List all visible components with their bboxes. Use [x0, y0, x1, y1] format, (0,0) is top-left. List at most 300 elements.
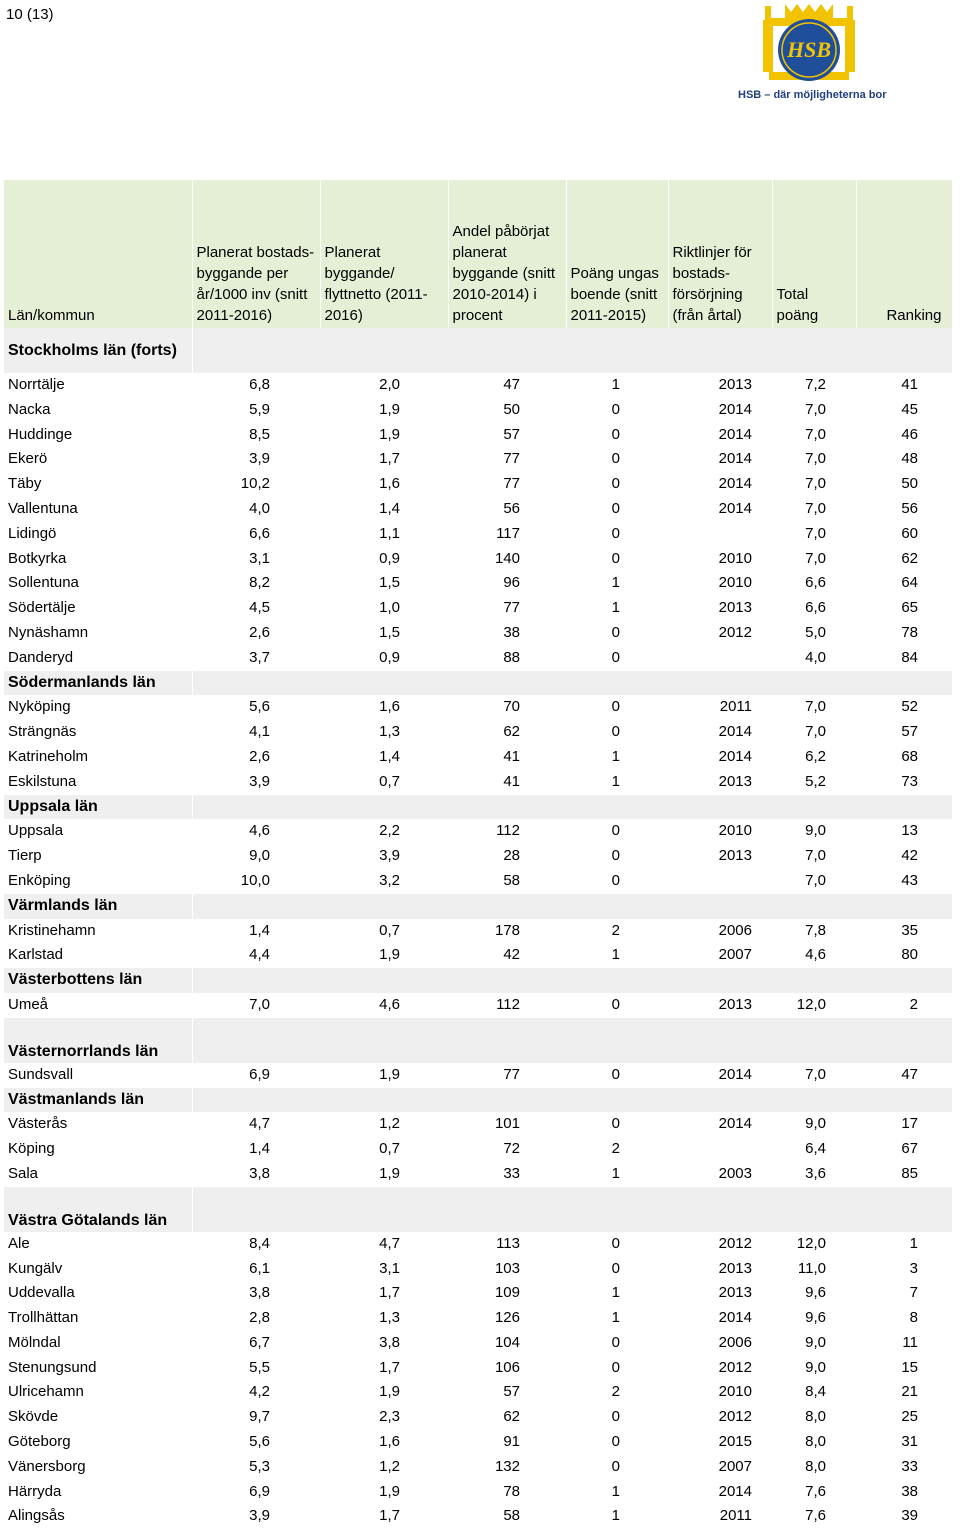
- table-cell-col1: 6,1: [249, 1259, 270, 1277]
- table-row: [4, 770, 952, 795]
- table-cell-col1: 5,5: [249, 1358, 270, 1376]
- table-cell-col5: 2015: [718, 1433, 752, 1451]
- table-cell-col4: 1: [611, 1164, 620, 1182]
- table-cell-col5: 2014: [718, 747, 752, 765]
- table-cell-col3: 72: [503, 1140, 520, 1158]
- table-cell-col1: 3,9: [249, 772, 270, 790]
- municipality-name-cell: Umeå: [8, 995, 49, 1013]
- table-row: [4, 720, 952, 745]
- table-cell-col1: 2,6: [249, 623, 270, 641]
- table-cell-col2: 1,7: [379, 1358, 400, 1376]
- table-cell-col7: 85: [901, 1164, 918, 1182]
- table-cell-col5: 2013: [718, 1259, 752, 1277]
- municipality-name-cell: Karlstad: [8, 946, 64, 964]
- table-cell-col4: 1: [611, 946, 620, 964]
- municipality-name-cell: Danderyd: [8, 648, 74, 666]
- table-cell-col2: 1,3: [379, 723, 400, 741]
- table-row: [4, 547, 952, 572]
- table-row: [4, 1281, 952, 1306]
- municipality-name-cell: Huddinge: [8, 425, 73, 443]
- table-cell-col2: 0,7: [379, 772, 400, 790]
- table-cell-col1: 3,9: [249, 450, 270, 468]
- header-andel-paborjat: Andel påbörjat planerat byggande (snitt 2010-2014) i procent: [448, 180, 566, 328]
- table-cell-col3: 77: [503, 1065, 520, 1083]
- table-cell-col2: 1,3: [379, 1309, 400, 1327]
- table-cell-col1: 1,4: [249, 921, 270, 939]
- table-cell-col2: 2,0: [379, 376, 400, 393]
- table-cell-col4: 1: [611, 747, 620, 765]
- section-header-row: [4, 795, 952, 820]
- table-row: [4, 1306, 952, 1331]
- table-cell-col2: 1,9: [379, 1164, 400, 1182]
- table-cell-col6: 9,0: [805, 822, 826, 840]
- municipality-name-cell: Kungälv: [8, 1259, 63, 1277]
- table-cell-col2: 1,7: [379, 450, 400, 468]
- table-cell-col6: 7,6: [805, 1482, 826, 1500]
- table-cell-col4: 0: [611, 450, 620, 468]
- table-cell-col3: 33: [503, 1164, 520, 1182]
- table-cell-col7: 80: [901, 946, 918, 964]
- municipality-name-cell: Sundsvall: [8, 1065, 74, 1083]
- table-row: [4, 522, 952, 547]
- table-cell-col3: 112: [496, 822, 520, 840]
- table-cell-col7: 73: [901, 772, 918, 790]
- table-cell-col4: 0: [611, 475, 620, 493]
- table-row: [4, 1112, 952, 1137]
- table-cell-col7: 64: [901, 574, 918, 592]
- table-cell-col3: 112: [496, 995, 520, 1013]
- table-cell-col5: 2014: [718, 1065, 752, 1083]
- municipality-name-cell: Nyköping: [8, 698, 71, 716]
- municipality-name-cell: Täby: [8, 475, 42, 493]
- section-header-row: [4, 968, 952, 993]
- table-cell-col1: 3,8: [249, 1284, 270, 1302]
- table-cell-col7: 57: [901, 723, 918, 741]
- section-header-row: [4, 1187, 952, 1232]
- table-cell-col1: 5,9: [249, 400, 270, 418]
- table-cell-col5: 2012: [718, 1234, 752, 1252]
- table-cell-col2: 1,5: [379, 574, 400, 592]
- table-cell-col2: 3,9: [379, 847, 400, 865]
- table-cell-col6: 5,0: [805, 623, 826, 641]
- table-row: [4, 1137, 952, 1162]
- table-cell-col6: 12,0: [796, 1234, 826, 1252]
- table-cell-col2: 1,1: [379, 524, 400, 542]
- table-cell-col5: 2013: [718, 995, 752, 1013]
- section-header-filler: [192, 894, 952, 919]
- table-cell-col7: 3: [909, 1259, 918, 1277]
- table-cell-col2: 0,9: [379, 549, 400, 567]
- table-cell-col2: 0,7: [379, 921, 400, 939]
- table-cell-col6: 7,0: [805, 499, 826, 517]
- municipality-name-cell: Nacka: [8, 400, 51, 418]
- table-body: [4, 328, 952, 1529]
- section-header: Västernorrlands län: [4, 1018, 192, 1063]
- table-cell-col3: 113: [496, 1234, 520, 1252]
- table-row: [4, 621, 952, 646]
- table-cell-col1: 2,8: [249, 1309, 270, 1327]
- table-cell-col5: [668, 522, 772, 547]
- section-header-filler: [192, 328, 952, 373]
- municipality-name-cell: Ale: [8, 1234, 30, 1252]
- table-cell-col4: 0: [611, 698, 620, 716]
- table-cell-col7: 41: [901, 376, 918, 393]
- table-cell-col3: 62: [503, 1408, 520, 1426]
- table-cell-col2: 1,7: [379, 1507, 400, 1525]
- table-cell-col5: 2012: [718, 1408, 752, 1426]
- table-cell-col7: 33: [901, 1457, 918, 1475]
- table-row: [4, 819, 952, 844]
- municipality-name-cell: Botkyrka: [8, 549, 67, 567]
- table-cell-col3: 117: [496, 524, 520, 542]
- table-row: [4, 398, 952, 423]
- table-cell-col6: 7,2: [805, 376, 826, 393]
- table-cell-col5: 2014: [718, 475, 752, 493]
- table-cell-col5: 2012: [718, 623, 752, 641]
- table-cell-col4: 1: [611, 1309, 620, 1327]
- table-cell-col3: 78: [503, 1482, 520, 1500]
- municipality-name-cell: Strängnäs: [8, 723, 77, 741]
- header-planerat-byggande-flyttnetto: Planerat byggande/ flyttnetto (2011-2016): [320, 180, 448, 328]
- municipality-name-cell: Tierp: [8, 847, 42, 865]
- table-cell-col5: 2014: [718, 1482, 752, 1500]
- table-cell-col2: 4,7: [379, 1234, 400, 1252]
- table-cell-col2: 2,2: [379, 822, 400, 840]
- table-cell-col6: 7,0: [805, 450, 826, 468]
- table-cell-col6: 7,0: [805, 1065, 826, 1083]
- table-cell-col5: 2006: [718, 1333, 752, 1351]
- municipality-name-cell: Ekerö: [8, 450, 48, 468]
- table-cell-col6: 5,2: [805, 772, 826, 790]
- table-cell-col6: 9,6: [805, 1284, 826, 1302]
- table-cell-col4: 0: [611, 1234, 620, 1252]
- table-cell-col4: 2: [611, 921, 620, 939]
- table-row: [4, 447, 952, 472]
- table-cell-col6: 6,6: [805, 574, 826, 592]
- table-cell-col7: 47: [901, 1065, 918, 1083]
- table-cell-col2: 1,7: [379, 1284, 400, 1302]
- municipality-name-cell: Vallentuna: [8, 499, 78, 517]
- municipality-name-cell: Härryda: [8, 1482, 62, 1500]
- table-cell-col6: 8,0: [805, 1457, 826, 1475]
- table-cell-col3: 58: [503, 871, 520, 889]
- municipality-name-cell: Kristinehamn: [8, 921, 96, 939]
- table-cell-col2: 1,2: [379, 1115, 400, 1133]
- table-cell-col7: 43: [901, 871, 918, 889]
- table-cell-col3: 91: [503, 1433, 520, 1451]
- table-cell-col3: 101: [494, 1115, 520, 1133]
- table-cell-col4: 1: [611, 772, 620, 790]
- table-cell-col1: 2,6: [249, 747, 270, 765]
- section-header-row: [4, 894, 952, 919]
- table-cell-col1: 5,6: [249, 1433, 270, 1451]
- municipality-name-cell: Eskilstuna: [8, 772, 77, 790]
- table-cell-col6: 7,0: [805, 524, 826, 542]
- table-row: [4, 1504, 952, 1529]
- section-header-row: [4, 671, 952, 696]
- table-row: [4, 1257, 952, 1282]
- table-row: [4, 596, 952, 621]
- table-cell-col4: 1: [611, 376, 620, 393]
- table-cell-col6: 7,0: [805, 400, 826, 418]
- section-header: Västerbottens län: [4, 968, 192, 993]
- table-cell-col6: 8,4: [805, 1383, 826, 1401]
- table-cell-col3: 70: [503, 698, 520, 716]
- municipality-name-cell: Vänersborg: [8, 1457, 86, 1475]
- table-row: [4, 1405, 952, 1430]
- table-cell-col6: 4,6: [805, 946, 826, 964]
- municipality-name-cell: Sala: [8, 1164, 39, 1182]
- table-cell-col1: 4,7: [249, 1115, 270, 1133]
- table-cell-col2: 1,6: [379, 1433, 400, 1451]
- table-row: [4, 1232, 952, 1257]
- table-cell-col5: 2014: [718, 425, 752, 443]
- table-cell-col1: 4,6: [249, 822, 270, 840]
- table-cell-col4: 1: [611, 599, 620, 617]
- table-cell-col6: 7,8: [805, 921, 826, 939]
- table-cell-col1: 9,7: [249, 1408, 270, 1426]
- table-cell-col5: 2011: [719, 1507, 752, 1525]
- table-cell-col3: 77: [503, 599, 520, 617]
- table-cell-col1: 1,4: [249, 1140, 270, 1158]
- table-row: [4, 1331, 952, 1356]
- table-cell-col1: 10,2: [240, 475, 270, 493]
- table-cell-col6: 7,0: [805, 698, 826, 716]
- table-cell-col7: 84: [901, 648, 918, 666]
- table-cell-col3: 96: [503, 574, 520, 592]
- municipality-name-cell: Alingsås: [8, 1507, 65, 1525]
- table-cell-col1: 5,6: [249, 698, 270, 716]
- table-row: [4, 1063, 952, 1088]
- header-lan-kommun: Län/kommun: [4, 180, 192, 328]
- table-cell-col3: 57: [503, 425, 520, 443]
- table-row: [4, 472, 952, 497]
- table-row: [4, 993, 952, 1018]
- table-cell-col2: 4,6: [379, 995, 400, 1013]
- table-cell-col5: 2010: [718, 1383, 752, 1401]
- table-row: [4, 1455, 952, 1480]
- table-cell-col7: 13: [901, 822, 918, 840]
- table-cell-col2: 1,0: [379, 599, 400, 617]
- section-header-row: [4, 1088, 952, 1113]
- table-cell-col4: 0: [611, 1433, 620, 1451]
- table-cell-col4: 0: [611, 1333, 620, 1351]
- table-row: [4, 943, 952, 968]
- table-cell-col6: 9,0: [805, 1333, 826, 1351]
- municipality-name-cell: Stenungsund: [8, 1358, 97, 1376]
- municipality-name-cell: Nynäshamn: [8, 623, 89, 641]
- table-cell-col1: 8,5: [249, 425, 270, 443]
- header-riktlinjer: Riktlinjer för bostads-försörjning (från årtal): [668, 180, 772, 328]
- table-cell-col2: 1,5: [379, 623, 400, 641]
- municipality-name-cell: Göteborg: [8, 1433, 71, 1451]
- table-cell-col6: 11,0: [797, 1259, 826, 1277]
- section-header-row: [4, 328, 952, 373]
- table-cell-col3: 77: [503, 475, 520, 493]
- table-cell-col4: 0: [611, 549, 620, 567]
- table-cell-col5: 2003: [718, 1164, 752, 1182]
- table-cell-col3: 38: [503, 623, 520, 641]
- table-cell-col7: 38: [901, 1482, 918, 1500]
- table-cell-col4: 1: [611, 574, 620, 592]
- table-cell-col7: 48: [901, 450, 918, 468]
- table-cell-col6: 9,0: [805, 1115, 826, 1133]
- table-cell-col1: 9,0: [249, 847, 270, 865]
- table-cell-col3: 41: [503, 747, 520, 765]
- table-cell-col3: 77: [503, 450, 520, 468]
- table-row: [4, 423, 952, 448]
- page-number: 10 (13): [6, 6, 54, 23]
- table-cell-col6: 6,6: [805, 599, 826, 617]
- table-cell-col5: 2014: [718, 723, 752, 741]
- header-planerat-bostadsbyggande: Planerat bostads-byggande per år/1000 inv (snitt 2011-2016): [192, 180, 320, 328]
- table-cell-col6: 7,0: [805, 549, 826, 567]
- section-header-filler: [192, 1018, 952, 1063]
- table-cell-col7: 65: [901, 599, 918, 617]
- table-cell-col7: 45: [901, 400, 918, 418]
- table-cell-col4: 2: [611, 1140, 620, 1158]
- section-header-filler: [192, 795, 952, 820]
- table-cell-col4: 0: [611, 995, 620, 1013]
- table-cell-col5: 2013: [718, 1284, 752, 1302]
- table-cell-col2: 1,6: [379, 475, 400, 493]
- ranking-table-container: [4, 180, 952, 1529]
- municipality-name-cell: Katrineholm: [8, 747, 89, 765]
- table-cell-col3: 28: [503, 847, 520, 865]
- table-cell-col4: 0: [611, 822, 620, 840]
- table-cell-col4: 1: [611, 1482, 620, 1500]
- table-cell-col6: 3,6: [805, 1164, 826, 1182]
- table-cell-col6: 7,0: [805, 847, 826, 865]
- table-row: [4, 869, 952, 894]
- table-cell-col6: 7,0: [805, 723, 826, 741]
- table-cell-col6: 8,0: [805, 1433, 826, 1451]
- table-cell-col2: 1,9: [379, 400, 400, 418]
- table-cell-col1: 6,9: [249, 1482, 270, 1500]
- table-cell-col5: 2010: [718, 549, 752, 567]
- table-cell-col4: 2: [611, 1383, 620, 1401]
- municipality-name-cell: Lidingö: [8, 524, 57, 542]
- table-cell-col7: 50: [901, 475, 918, 493]
- table-cell-col2: 0,7: [379, 1140, 400, 1158]
- table-cell-col5: 2014: [718, 400, 752, 418]
- table-cell-col5: 2013: [718, 599, 752, 617]
- table-cell-col1: 6,9: [249, 1065, 270, 1083]
- table-cell-col1: 6,7: [249, 1333, 270, 1351]
- ranking-table: [4, 180, 953, 1529]
- table-cell-col2: 1,4: [379, 499, 400, 517]
- table-cell-col7: 25: [901, 1408, 918, 1426]
- table-cell-col7: 60: [901, 524, 918, 542]
- table-cell-col4: 1: [611, 1284, 620, 1302]
- table-cell-col3: 178: [494, 921, 520, 939]
- table-cell-col5: 2014: [718, 1309, 752, 1327]
- municipality-name-cell: Uddevalla: [8, 1284, 75, 1302]
- table-cell-col4: 0: [611, 524, 620, 542]
- header-poang-ungas-boende: Poäng ungas boende (snitt 2011-2015): [566, 180, 668, 328]
- table-cell-col1: 3,8: [249, 1164, 270, 1182]
- municipality-name-cell: Skövde: [8, 1408, 59, 1426]
- table-cell-col7: 68: [901, 747, 918, 765]
- table-cell-col3: 56: [503, 499, 520, 517]
- section-header: Uppsala län: [4, 795, 192, 820]
- table-cell-col4: 0: [611, 847, 620, 865]
- table-cell-col4: 0: [611, 400, 620, 418]
- section-header: Södermanlands län: [4, 671, 192, 696]
- table-cell-col6: 7,0: [805, 475, 826, 493]
- table-cell-col7: 42: [901, 847, 918, 865]
- section-header: Stockholms län (forts): [4, 328, 192, 373]
- table-row: [4, 1356, 952, 1381]
- table-cell-col4: 0: [611, 425, 620, 443]
- section-header: Västmanlands län: [4, 1088, 192, 1113]
- table-cell-col2: 2,3: [379, 1408, 400, 1426]
- municipality-name-cell: Västerås: [8, 1115, 68, 1133]
- table-cell-col6: 9,6: [805, 1309, 826, 1327]
- table-cell-col2: 1,9: [379, 1482, 400, 1500]
- table-cell-col2: 1,9: [379, 1065, 400, 1083]
- table-cell-col5: 2014: [718, 450, 752, 468]
- table-cell-col5: 2013: [718, 772, 752, 790]
- table-row: [4, 497, 952, 522]
- table-cell-col4: 0: [611, 871, 620, 889]
- table-cell-col7: 46: [901, 425, 918, 443]
- municipality-name-cell: Köping: [8, 1140, 55, 1158]
- table-cell-col6: 8,0: [805, 1408, 826, 1426]
- table-cell-col2: 3,2: [379, 871, 400, 889]
- table-row: [4, 1380, 952, 1405]
- table-cell-col5: 2011: [719, 698, 752, 716]
- table-cell-col7: 78: [901, 623, 918, 641]
- logo-tagline: HSB – där möjligheterna bor: [738, 89, 887, 101]
- municipality-name-cell: Södertälje: [8, 599, 76, 617]
- section-header: Västra Götalands län: [4, 1187, 192, 1232]
- table-cell-col7: 62: [901, 549, 918, 567]
- table-cell-col4: 0: [611, 648, 620, 666]
- table-cell-col3: 132: [494, 1457, 520, 1475]
- table-cell-col2: 1,2: [379, 1457, 400, 1475]
- table-row: [4, 571, 952, 596]
- table-row: [4, 919, 952, 944]
- table-cell-col3: 58: [503, 1507, 520, 1525]
- table-cell-col6: 12,0: [796, 995, 826, 1013]
- table-row: [4, 373, 952, 398]
- table-cell-col3: 50: [503, 400, 520, 418]
- table-cell-col3: 62: [503, 723, 520, 741]
- table-cell-col5: [668, 646, 772, 671]
- table-cell-col3: 103: [494, 1259, 520, 1277]
- table-cell-col3: 126: [494, 1309, 520, 1327]
- table-cell-col2: 1,9: [379, 1383, 400, 1401]
- table-cell-col7: 1: [909, 1234, 918, 1252]
- table-cell-col4: 1: [611, 1507, 620, 1525]
- table-cell-col7: 31: [901, 1433, 918, 1451]
- municipality-name-cell: Norrtälje: [8, 376, 65, 393]
- table-cell-col6: 9,0: [805, 1358, 826, 1376]
- table-cell-col3: 41: [503, 772, 520, 790]
- table-cell-col5: 2013: [718, 376, 752, 393]
- table-cell-col5: 2010: [718, 822, 752, 840]
- table-cell-col1: 8,2: [249, 574, 270, 592]
- table-cell-col1: 4,4: [249, 946, 270, 964]
- table-cell-col6: 6,2: [805, 747, 826, 765]
- section-header-filler: [192, 671, 952, 696]
- table-row: [4, 1430, 952, 1455]
- section-header-row: [4, 1018, 952, 1063]
- table-cell-col2: 1,4: [379, 747, 400, 765]
- table-cell-col3: 42: [503, 946, 520, 964]
- table-cell-col4: 0: [611, 1259, 620, 1277]
